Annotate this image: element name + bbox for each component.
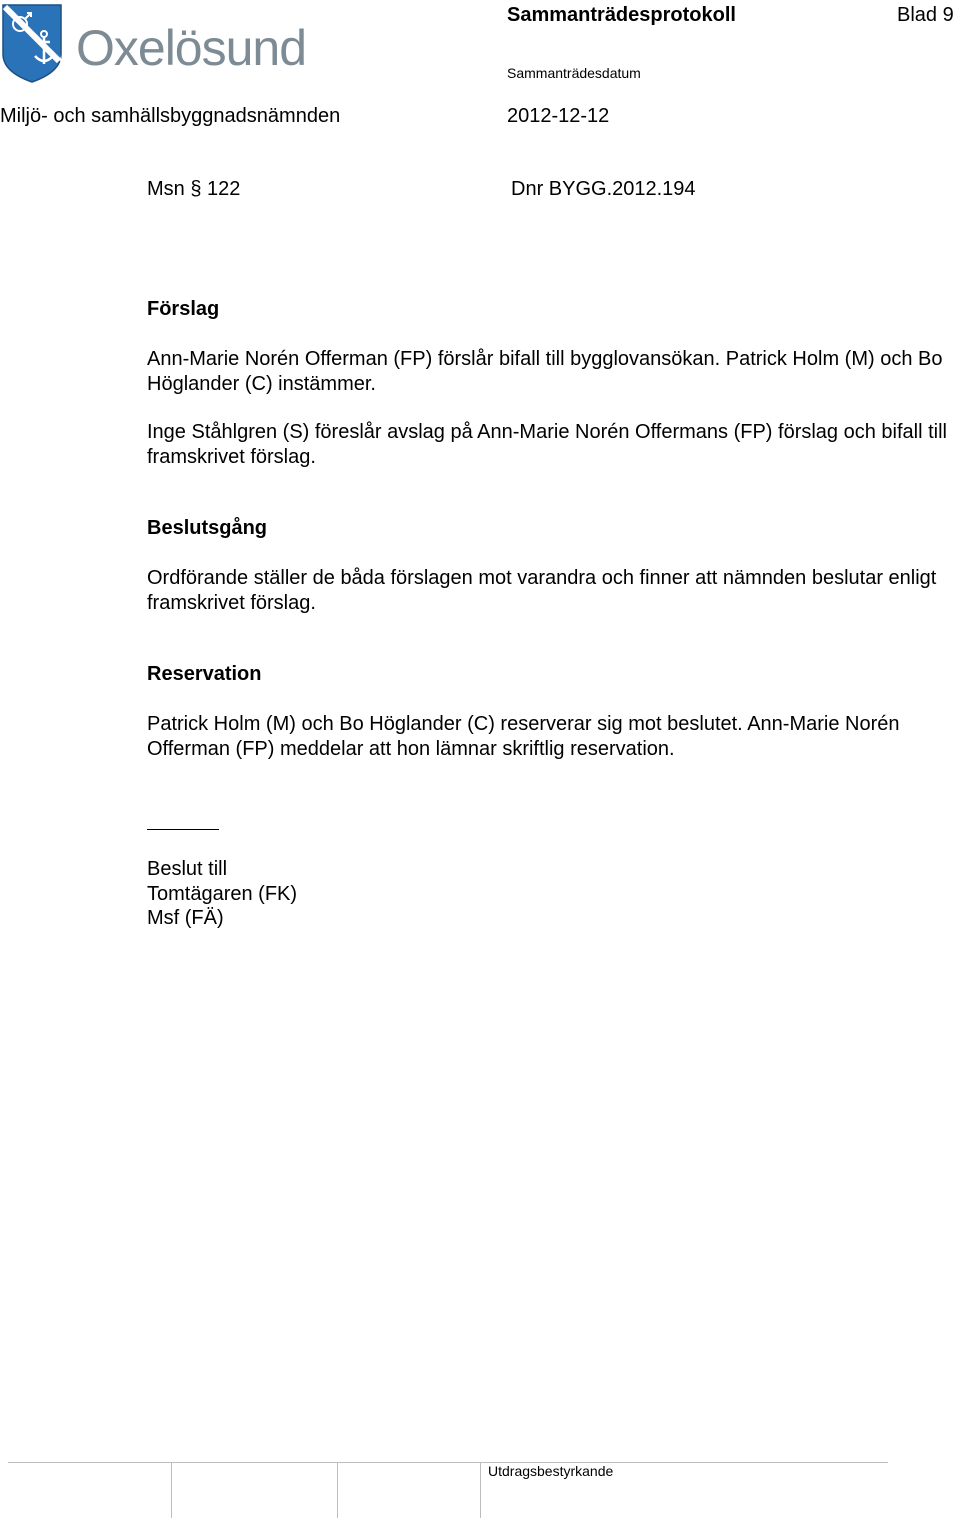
proposal-paragraph-2: Inge Ståhlgren (S) föreslår avslag på Ann-Marie Norén Offermans (FP) förslag och bifall till framskrivet förslag. [147, 421, 947, 468]
section-heading-proposal: Förslag [147, 298, 220, 320]
distribution-list [147, 857, 297, 931]
oxelosund-logo [0, 2, 345, 84]
extract-certification-label: Utdragsbestyrkande [488, 1463, 614, 1479]
coat-of-arms-icon [3, 5, 61, 82]
page-number: Blad 9 [897, 4, 954, 26]
meeting-date-label: Sammanträdesdatum [507, 65, 641, 81]
distribution-recipient: Msf (FÄ) [147, 907, 224, 929]
paragraph-number: Msn § 122 [147, 178, 241, 200]
distribution-separator [147, 829, 219, 830]
proposal-paragraph-1: Ann-Marie Norén Offerman (FP) förslår bifall till bygglovansökan. Patrick Holm (M) och Bo Höglander (C) instämmer. [147, 348, 943, 395]
reservation-paragraph: Patrick Holm (M) och Bo Höglander (C) reserverar sig mot beslutet. Ann-Marie Norén Offerman (FP) meddelar att hon lämnar skriftlig reservation. [147, 713, 900, 760]
distribution-recipient: Tomtägaren (FK) [147, 882, 298, 905]
logo-wordmark: Oxelösund [76, 20, 307, 76]
footer-rule [8, 1462, 888, 1463]
case-number: Dnr BYGG.2012.194 [511, 178, 696, 200]
document-title: Sammanträdesprotokoll [507, 4, 736, 26]
decision-procedure-paragraph: Ordförande ställer de båda förslagen mot varandra och finner att nämnden beslutar enligt framskrivet förslag. [147, 567, 937, 614]
section-heading-reservation: Reservation [147, 663, 262, 685]
committee-name: Miljö- och samhällsbyggnadsnämnden [0, 105, 341, 127]
distribution-title: Beslut till [147, 858, 228, 880]
section-heading-decision-procedure: Beslutsgång [147, 517, 268, 539]
signature-cell [171, 1463, 172, 1518]
meeting-date: 2012-12-12 [507, 105, 610, 127]
signature-cell [337, 1463, 338, 1518]
signature-cell [480, 1463, 481, 1518]
